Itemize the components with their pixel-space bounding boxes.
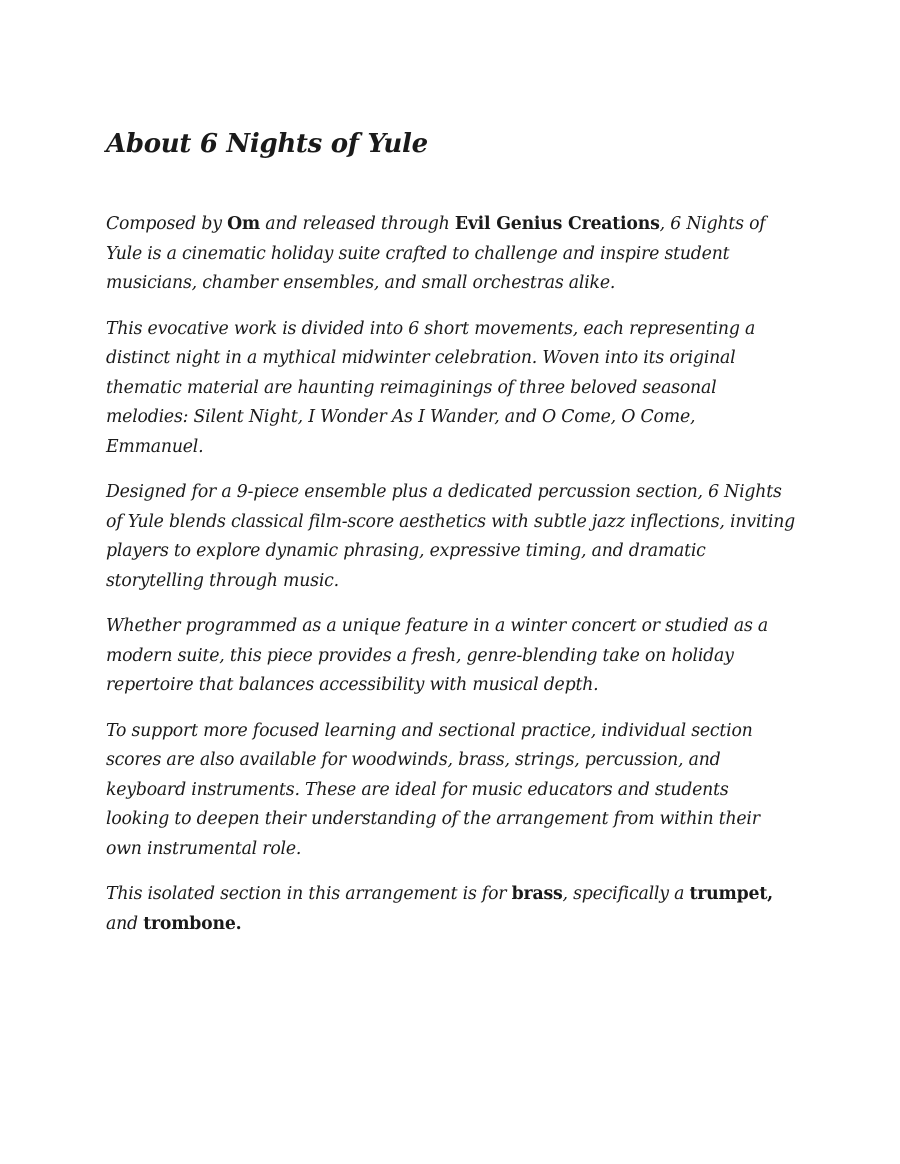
text-run: and released through [260, 214, 455, 234]
paragraph-movements [106, 315, 796, 463]
section-name: brass [511, 884, 563, 904]
text-run: and [499, 407, 542, 427]
instrument-trumpet: trumpet, [689, 884, 773, 904]
paragraph-isolated-section [106, 880, 796, 939]
text-run: Designed for a 9-piece ensemble plus a dedicated percussion section, [106, 482, 709, 502]
publisher-name: Evil Genius Creations [454, 214, 660, 234]
paragraph-section-scores: To support more focused learning and sectional practice, individual section scores are also available for woodwinds, brass, strings, percussion, and keyboard instruments. These are ideal for music educators and students looking to deepen their understanding of the arrangement from within their own instrumental role. [106, 720, 760, 859]
paragraph-programming: Whether programmed as a unique feature in a winter concert or studied as a modern suite, this piece provides a fresh, genre-blending take on holiday repertoire that balances accessibility with musical depth. [106, 616, 769, 695]
title-prefix: About [106, 129, 200, 159]
text-run: This evocative work is divided into 6 short movements, each representing a distinct night in a mythical midwinter celebration. Woven into its original thematic material are haunting reimaginings of three beloved seasonal melodies: [106, 318, 756, 427]
text-run: , specifically a [562, 884, 690, 904]
document-page [106, 126, 796, 955]
text-run: and [106, 913, 144, 934]
instrument-trombone: trombone. [143, 913, 242, 934]
title-work-name: 6 Nights of Yule [199, 129, 428, 159]
text-run: Composed by [106, 214, 228, 234]
work-title: 6 Nights of Yule [106, 214, 766, 264]
text-run: is a cinematic holiday suite crafted to challenge and inspire student musicians, chamber ensembles, and small orchestras alike. [106, 243, 730, 293]
page-title [106, 126, 796, 162]
work-title: 6 Nights of Yule [106, 482, 782, 532]
composer-name: Om [227, 214, 261, 234]
text-run: , [659, 214, 671, 234]
paragraph-ensemble [106, 478, 796, 596]
melody-title: O Come, O Come, Emmanuel. [106, 407, 696, 457]
text-run: blends classical film-score aesthetics with subtle jazz inflections, inviting players to explore dynamic phrasing, expressive timing, and dramatic storytelling through music. [106, 511, 796, 591]
paragraph-intro [106, 210, 796, 299]
melody-titles: Silent Night, I Wonder As I Wander, [193, 407, 500, 427]
text-run: This isolated section in this arrangement is for [106, 884, 512, 904]
